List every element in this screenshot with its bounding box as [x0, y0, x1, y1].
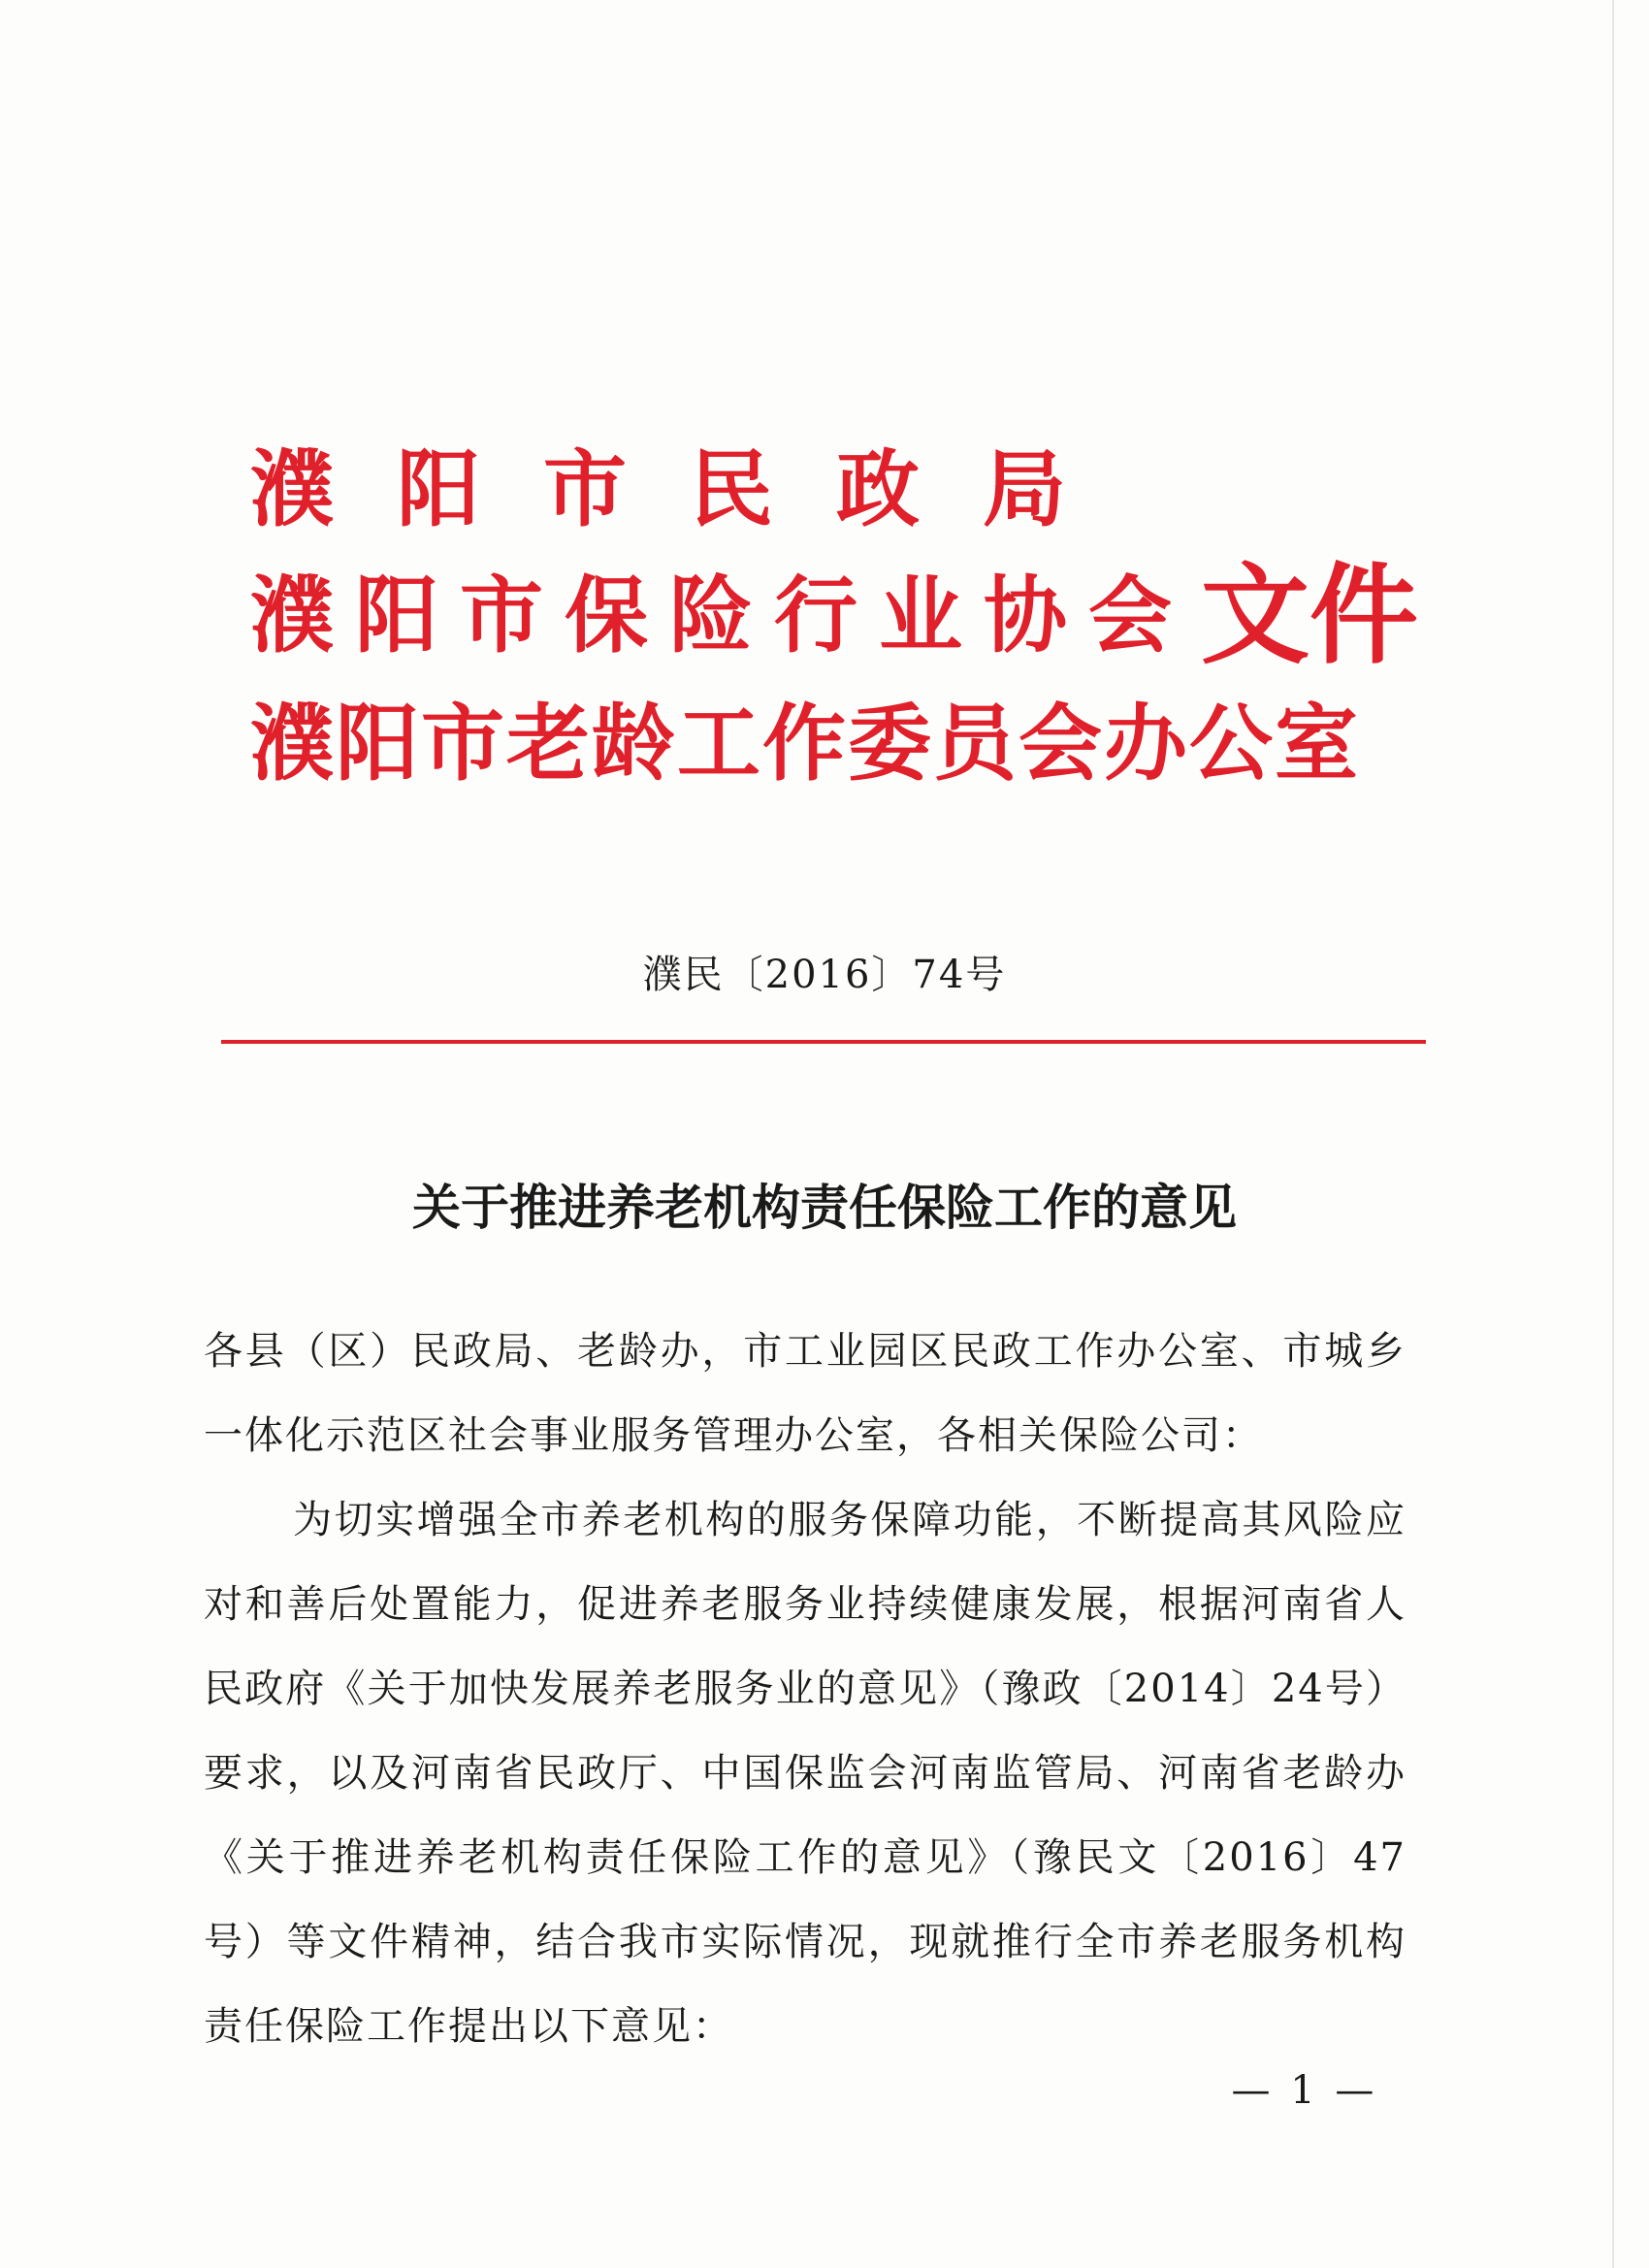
page-number: — 1 — — [1231, 2068, 1378, 2113]
addressee: 各县（区）民政局、老龄办，市工业园区民政工作办公室、市城乡一体化示范区社会事业服务管理办公室，各相关保险公司： — [204, 1329, 1406, 1458]
body-paragraph: 为切实增强全市养老机构的服务保障功能，不断提高其风险应对和善后处置能力，促进养老服务业持续健康发展，根据河南省人民政府《关于加快发展养老服务业的意见》（豫政〔2014〕24号）要求，以及河南省民政厅、中国保监会河南监管局、河南省老龄办《关于推进养老机构责任保险工作的意见》（豫民文〔2016〕47号）等文件精神，结合我市实际情况，现就推行全市养老服务机构责任保险工作提出以下意见： — [204, 1498, 1406, 2049]
issuer-name: 濮阳市保险行业协会 — [250, 567, 1193, 664]
header-red-rule — [221, 1040, 1426, 1044]
document-number: 濮民〔2016〕74号 — [642, 953, 1007, 997]
file-word: 文件 — [1201, 552, 1418, 679]
document-title: 关于推进养老机构责任保险工作的意见 — [412, 1179, 1237, 1236]
issuer-name: 濮阳市老龄工作委员会办公室 — [250, 695, 1360, 793]
issuer-name: 濮阳市民政局 — [250, 440, 1129, 538]
